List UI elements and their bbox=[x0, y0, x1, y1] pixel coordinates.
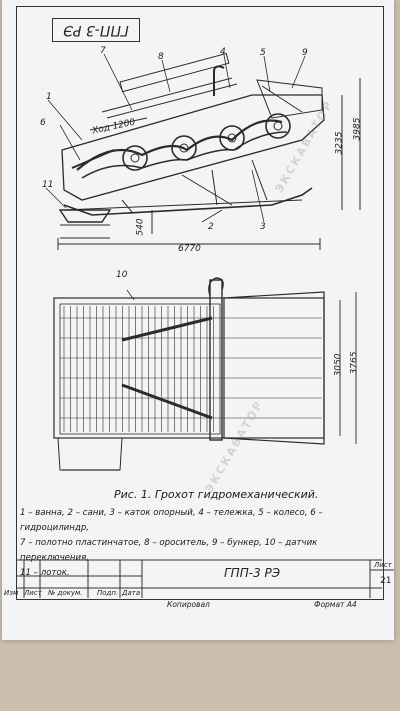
stroke-label: Ход 1200 bbox=[91, 117, 137, 137]
legend-line: 1 – ванна, 2 – сани, 3 – каток опорный, 4 – тележка, 5 – колесо, 6 – гидроцилиндр, bbox=[20, 508, 323, 533]
doc-code: ГПП-3 РЭ bbox=[224, 566, 281, 580]
col-podp: Подп. bbox=[97, 589, 119, 597]
label-1: 1 bbox=[46, 92, 52, 102]
col-izm: Изм bbox=[4, 589, 19, 597]
legend-line: 11 – лоток. bbox=[20, 568, 70, 578]
label-10: 10 bbox=[116, 270, 128, 280]
dim-width-2: 3765 bbox=[349, 351, 360, 375]
col-list: Лист bbox=[24, 589, 42, 597]
dim-height-2: 3985 bbox=[352, 117, 363, 141]
page-number: 21 bbox=[380, 576, 392, 586]
col-ndoc: № докум. bbox=[48, 589, 83, 597]
dim-width-1: 3050 bbox=[333, 353, 344, 377]
format-label: Формат А4 bbox=[314, 600, 357, 609]
list-label: Лист bbox=[374, 561, 392, 569]
label-2: 2 bbox=[208, 222, 214, 232]
label-11: 11 bbox=[42, 180, 54, 190]
top-stamp-text: ГПП-3 РЭ bbox=[63, 22, 129, 38]
watermark: ЭКСКАВАТОР bbox=[272, 98, 336, 195]
copied-label: Копировал bbox=[167, 600, 210, 609]
figure-caption: Рис. 1. Грохот гидромеханический. bbox=[114, 488, 319, 501]
label-3: 3 bbox=[260, 222, 266, 232]
document-sheet bbox=[2, 0, 394, 640]
title-block bbox=[2, 0, 394, 640]
label-7: 7 bbox=[100, 46, 106, 56]
label-4: 4 bbox=[220, 47, 226, 57]
watermark: ЭКСКАВАТОР bbox=[202, 398, 266, 495]
label-9: 9 bbox=[302, 48, 308, 58]
label-6: 6 bbox=[40, 118, 46, 128]
legend-line: 7 – полотно пластинчатое, 8 – ороситель, 9 – бункер, 10 – датчик переключения, bbox=[20, 538, 318, 563]
dim-height-1: 3235 bbox=[334, 131, 345, 155]
label-5: 5 bbox=[260, 48, 266, 58]
label-8: 8 bbox=[158, 52, 164, 62]
col-data: Дата bbox=[122, 589, 141, 597]
dim-height-3: 540 bbox=[135, 218, 146, 236]
dim-length: 6770 bbox=[178, 244, 201, 254]
